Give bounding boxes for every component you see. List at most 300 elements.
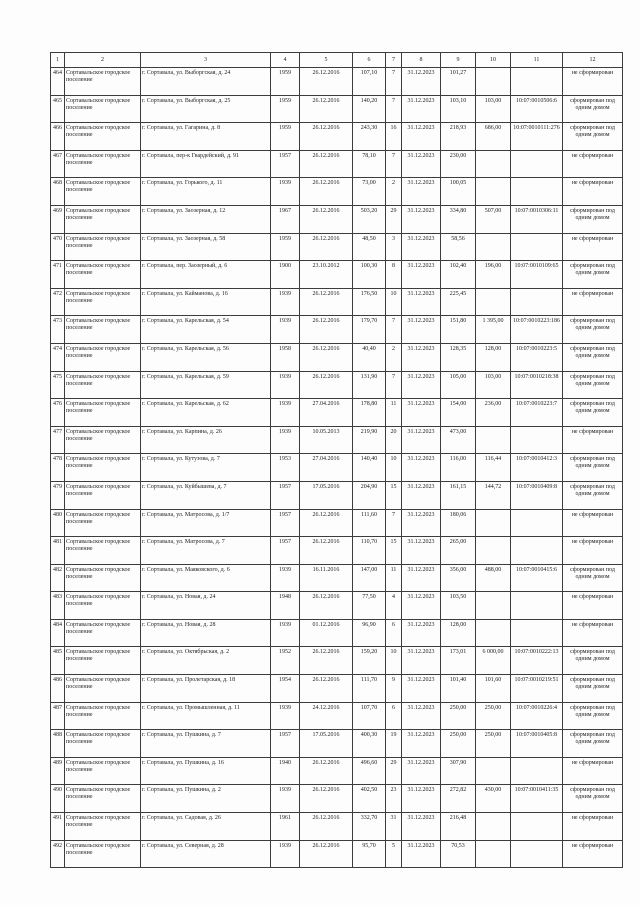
plot-area-cell [476,233,511,261]
count-cell: 6 [386,702,402,730]
status-cell: не сформирован [563,68,623,96]
year-cell: 1939 [271,840,300,868]
status-cell: сформирован под одним домом [563,123,623,151]
table-row [51,95,623,123]
date-cell: 10.05.2013 [300,426,353,454]
year-cell: 1957 [271,537,300,565]
municipality-cell: Сортавальское городское поселение [65,261,141,289]
cadastral-number-cell: 10:07:0010111:276 [511,123,563,151]
date-cell: 27.04.2016 [300,399,353,427]
count-cell: 6 [386,619,402,647]
plot-area-cell [476,509,511,537]
count-cell: 15 [386,537,402,565]
value-cell: 105,00 [441,371,476,399]
cadastral-number-cell: 10:07:0010219:51 [511,675,563,703]
date-cell: 26.12.2016 [300,537,353,565]
area-cell: 400,30 [353,730,386,758]
column-number-header: 3 [141,53,271,68]
count-cell: 16 [386,123,402,151]
status-cell: не сформирован [563,757,623,785]
table-row [51,647,623,675]
area-cell: 179,70 [353,316,386,344]
address-cell: г. Сортавала, ул. Октябрьская, д. 2 [141,647,271,675]
year-cell: 1939 [271,316,300,344]
status-cell: сформирован под одним домом [563,261,623,289]
cadastral-number-cell: 10:07:0010412:3 [511,454,563,482]
area-cell: 496,60 [353,757,386,785]
planned-date-cell: 31.12.2023 [402,675,441,703]
year-cell: 1957 [271,150,300,178]
table-row [51,481,623,509]
count-cell: 29 [386,205,402,233]
date-cell: 26.12.2016 [300,675,353,703]
year-cell: 1939 [271,785,300,813]
plot-area-cell: 101,60 [476,675,511,703]
value-cell: 128,00 [441,619,476,647]
date-cell: 23.10.2012 [300,261,353,289]
column-number-row [51,53,623,68]
count-cell: 2 [386,343,402,371]
cadastral-number-cell: 10:07:0010222:13 [511,647,563,675]
municipality-cell: Сортавальское городское поселение [65,730,141,758]
date-cell: 26.12.2016 [300,757,353,785]
year-cell: 1957 [271,509,300,537]
plot-area-cell [476,813,511,841]
cadastral-number-cell [511,426,563,454]
status-cell: не сформирован [563,619,623,647]
row-number-cell: 467 [51,150,65,178]
column-number-header: 7 [386,53,402,68]
municipality-cell: Сортавальское городское поселение [65,785,141,813]
address-cell: г. Сортавала, ул. Матросова, д. 1/7 [141,509,271,537]
date-cell: 01.12.2016 [300,619,353,647]
plot-area-cell: 686,00 [476,123,511,151]
value-cell: 103,50 [441,592,476,620]
row-number-cell: 492 [51,840,65,868]
row-number-cell: 477 [51,426,65,454]
date-cell: 26.12.2016 [300,95,353,123]
municipality-cell: Сортавальское городское поселение [65,426,141,454]
value-cell: 128,35 [441,343,476,371]
value-cell: 265,00 [441,537,476,565]
year-cell: 1967 [271,205,300,233]
housing-table [50,52,623,868]
planned-date-cell: 31.12.2023 [402,233,441,261]
address-cell: г. Сортавала, ул. Пролетарская, д. 18 [141,675,271,703]
status-cell: не сформирован [563,592,623,620]
value-cell: 307,90 [441,757,476,785]
count-cell: 23 [386,785,402,813]
planned-date-cell: 31.12.2023 [402,123,441,151]
row-number-cell: 470 [51,233,65,261]
cadastral-number-cell: 10:07:0010506:6 [511,95,563,123]
row-number-cell: 487 [51,702,65,730]
status-cell: сформирован под одним домом [563,647,623,675]
count-cell: 7 [386,68,402,96]
plot-area-cell: 488,00 [476,564,511,592]
address-cell: г. Сортавала, ул. Северная, д. 28 [141,840,271,868]
value-cell: 218,93 [441,123,476,151]
table-row [51,454,623,482]
count-cell: 11 [386,564,402,592]
planned-date-cell: 31.12.2023 [402,288,441,316]
count-cell: 15 [386,481,402,509]
date-cell: 26.12.2016 [300,647,353,675]
area-cell: 140,20 [353,95,386,123]
plot-area-cell [476,757,511,785]
planned-date-cell: 31.12.2023 [402,702,441,730]
status-cell: сформирован под одним домом [563,675,623,703]
status-cell: не сформирован [563,288,623,316]
cadastral-number-cell [511,178,563,206]
table-row [51,150,623,178]
year-cell: 1939 [271,178,300,206]
planned-date-cell: 31.12.2023 [402,757,441,785]
count-cell: 5 [386,840,402,868]
value-cell: 216,48 [441,813,476,841]
address-cell: г. Сортавала, ул. Садовая, д. 26 [141,813,271,841]
area-cell: 204,90 [353,481,386,509]
column-number-header: 10 [476,53,511,68]
table-row [51,702,623,730]
table-row [51,261,623,289]
count-cell: 10 [386,288,402,316]
area-cell: 178,80 [353,399,386,427]
date-cell: 26.12.2016 [300,178,353,206]
planned-date-cell: 31.12.2023 [402,564,441,592]
planned-date-cell: 31.12.2023 [402,205,441,233]
planned-date-cell: 31.12.2023 [402,316,441,344]
area-cell: 110,70 [353,537,386,565]
planned-date-cell: 31.12.2023 [402,537,441,565]
column-number-header: 1 [51,53,65,68]
row-number-cell: 486 [51,675,65,703]
value-cell: 70,53 [441,840,476,868]
cadastral-number-cell: 10:07:0010411:35 [511,785,563,813]
address-cell: г. Сортавала, ул. Пушкина, д. 2 [141,785,271,813]
plot-area-cell [476,178,511,206]
date-cell: 26.12.2016 [300,343,353,371]
planned-date-cell: 31.12.2023 [402,454,441,482]
address-cell: г. Сортавала, ул. Новая, д. 24 [141,592,271,620]
municipality-cell: Сортавальское городское поселение [65,399,141,427]
municipality-cell: Сортавальское городское поселение [65,757,141,785]
area-cell: 219,90 [353,426,386,454]
value-cell: 230,00 [441,150,476,178]
planned-date-cell: 31.12.2023 [402,178,441,206]
table-row [51,564,623,592]
column-number-header: 6 [353,53,386,68]
cadastral-number-cell: 10:07:0010415:6 [511,564,563,592]
cadastral-number-cell [511,288,563,316]
status-cell: сформирован под одним домом [563,343,623,371]
planned-date-cell: 31.12.2023 [402,785,441,813]
plot-area-cell: 128,00 [476,343,511,371]
date-cell: 26.12.2016 [300,813,353,841]
plot-area-cell [476,426,511,454]
plot-area-cell: 196,00 [476,261,511,289]
cadastral-number-cell: 10:07:0010306:11 [511,205,563,233]
planned-date-cell: 31.12.2023 [402,150,441,178]
year-cell: 1939 [271,371,300,399]
area-cell: 96,90 [353,619,386,647]
address-cell: г. Сортавала, ул. Карельская, д. 62 [141,399,271,427]
area-cell: 95,70 [353,840,386,868]
row-number-cell: 478 [51,454,65,482]
date-cell: 26.12.2016 [300,233,353,261]
municipality-cell: Сортавальское городское поселение [65,371,141,399]
cadastral-number-cell [511,592,563,620]
address-cell: г. Сортавала, ул. Матросова, д. 7 [141,537,271,565]
municipality-cell: Сортавальское городское поселение [65,316,141,344]
municipality-cell: Сортавальское городское поселение [65,840,141,868]
value-cell: 116,00 [441,454,476,482]
planned-date-cell: 31.12.2023 [402,343,441,371]
table-row [51,205,623,233]
address-cell: г. Сортавала, ул. Заозерная, д. 12 [141,205,271,233]
plot-area-cell: 103,00 [476,95,511,123]
planned-date-cell: 31.12.2023 [402,95,441,123]
row-number-cell: 480 [51,509,65,537]
table-row [51,592,623,620]
address-cell: г. Сортавала, ул. Гагарина, д. 8 [141,123,271,151]
count-cell: 20 [386,426,402,454]
table-row [51,68,623,96]
row-number-cell: 476 [51,399,65,427]
status-cell: не сформирован [563,233,623,261]
address-cell: г. Сортавала, ул. Карельская, д. 59 [141,371,271,399]
table-row [51,675,623,703]
address-cell: г. Сортавала, ул. Горького, д. 11 [141,178,271,206]
year-cell: 1961 [271,813,300,841]
status-cell: не сформирован [563,426,623,454]
count-cell: 7 [386,150,402,178]
area-cell: 48,50 [353,233,386,261]
status-cell: сформирован под одним домом [563,205,623,233]
address-cell: г. Сортавала, пер. Заозерный, д. 6 [141,261,271,289]
value-cell: 180,06 [441,509,476,537]
year-cell: 1959 [271,68,300,96]
date-cell: 24.12.2016 [300,702,353,730]
status-cell: сформирован под одним домом [563,481,623,509]
year-cell: 1939 [271,564,300,592]
count-cell: 2 [386,178,402,206]
planned-date-cell: 31.12.2023 [402,813,441,841]
address-cell: г. Сортавала, ул. Выборгская, д. 25 [141,95,271,123]
plot-area-cell [476,537,511,565]
table-row [51,288,623,316]
status-cell: не сформирован [563,537,623,565]
plot-area-cell: 6 000,00 [476,647,511,675]
planned-date-cell: 31.12.2023 [402,481,441,509]
row-number-cell: 484 [51,619,65,647]
area-cell: 111,60 [353,509,386,537]
municipality-cell: Сортавальское городское поселение [65,454,141,482]
area-cell: 131,90 [353,371,386,399]
row-number-cell: 464 [51,68,65,96]
cadastral-number-cell [511,509,563,537]
status-cell: не сформирован [563,840,623,868]
plot-area-cell: 1 395,00 [476,316,511,344]
date-cell: 16.11.2016 [300,564,353,592]
municipality-cell: Сортавальское городское поселение [65,150,141,178]
cadastral-number-cell [511,757,563,785]
column-number-header: 11 [511,53,563,68]
status-cell: сформирован под одним домом [563,399,623,427]
count-cell: 8 [386,261,402,289]
table-row [51,343,623,371]
value-cell: 58,56 [441,233,476,261]
area-cell: 40,40 [353,343,386,371]
table-row [51,813,623,841]
area-cell: 503,20 [353,205,386,233]
plot-area-cell: 103,00 [476,371,511,399]
area-cell: 159,20 [353,647,386,675]
cadastral-number-cell [511,840,563,868]
area-cell: 78,10 [353,150,386,178]
year-cell: 1939 [271,288,300,316]
table-row [51,537,623,565]
cadastral-number-cell [511,150,563,178]
value-cell: 173,01 [441,647,476,675]
area-cell: 243,30 [353,123,386,151]
status-cell: сформирован под одним домом [563,454,623,482]
planned-date-cell: 31.12.2023 [402,619,441,647]
address-cell: г. Сортавала, ул. Пушкина, д. 7 [141,730,271,758]
planned-date-cell: 31.12.2023 [402,399,441,427]
table-row [51,178,623,206]
municipality-cell: Сортавальское городское поселение [65,813,141,841]
value-cell: 161,15 [441,481,476,509]
municipality-cell: Сортавальское городское поселение [65,537,141,565]
table-body [51,53,623,868]
status-cell: не сформирован [563,178,623,206]
plot-area-cell: 250,00 [476,702,511,730]
date-cell: 17.05.2016 [300,481,353,509]
cadastral-number-cell [511,619,563,647]
count-cell: 7 [386,95,402,123]
planned-date-cell: 31.12.2023 [402,68,441,96]
municipality-cell: Сортавальское городское поселение [65,481,141,509]
municipality-cell: Сортавальское городское поселение [65,702,141,730]
cadastral-number-cell: 10:07:0010223:5 [511,343,563,371]
year-cell: 1952 [271,647,300,675]
row-number-cell: 490 [51,785,65,813]
address-cell: г. Сортавала, ул. Кутузова, д. 7 [141,454,271,482]
planned-date-cell: 31.12.2023 [402,371,441,399]
count-cell: 7 [386,509,402,537]
cadastral-number-cell: 10:07:0010109:65 [511,261,563,289]
row-number-cell: 473 [51,316,65,344]
plot-area-cell: 430,00 [476,785,511,813]
row-number-cell: 481 [51,537,65,565]
address-cell: г. Сортавала, ул. Новая, д. 28 [141,619,271,647]
date-cell: 26.12.2016 [300,123,353,151]
year-cell: 1959 [271,123,300,151]
cadastral-number-cell: 10:07:0010218:38 [511,371,563,399]
status-cell: не сформирован [563,509,623,537]
cadastral-number-cell [511,68,563,96]
municipality-cell: Сортавальское городское поселение [65,178,141,206]
planned-date-cell: 31.12.2023 [402,261,441,289]
table-row [51,730,623,758]
planned-date-cell: 31.12.2023 [402,647,441,675]
value-cell: 103,10 [441,95,476,123]
municipality-cell: Сортавальское городское поселение [65,95,141,123]
count-cell: 19 [386,730,402,758]
column-number-header: 12 [563,53,623,68]
cadastral-number-cell: 10:07:0010409:8 [511,481,563,509]
date-cell: 26.12.2016 [300,316,353,344]
value-cell: 102,40 [441,261,476,289]
municipality-cell: Сортавальское городское поселение [65,233,141,261]
count-cell: 11 [386,399,402,427]
municipality-cell: Сортавальское городское поселение [65,123,141,151]
date-cell: 26.12.2016 [300,68,353,96]
value-cell: 100,05 [441,178,476,206]
status-cell: сформирован под одним домом [563,316,623,344]
plot-area-cell [476,592,511,620]
cadastral-number-cell: 10:07:0010223:7 [511,399,563,427]
column-number-header: 4 [271,53,300,68]
planned-date-cell: 31.12.2023 [402,840,441,868]
column-number-header: 5 [300,53,353,68]
date-cell: 26.12.2016 [300,509,353,537]
status-cell: сформирован под одним домом [563,564,623,592]
year-cell: 1957 [271,481,300,509]
table-row [51,785,623,813]
table-row [51,619,623,647]
year-cell: 1939 [271,399,300,427]
table-row [51,399,623,427]
year-cell: 1939 [271,426,300,454]
year-cell: 1939 [271,702,300,730]
row-number-cell: 475 [51,371,65,399]
value-cell: 151,80 [441,316,476,344]
planned-date-cell: 31.12.2023 [402,730,441,758]
row-number-cell: 466 [51,123,65,151]
area-cell: 73,00 [353,178,386,206]
area-cell: 77,50 [353,592,386,620]
row-number-cell: 479 [51,481,65,509]
date-cell: 26.12.2016 [300,150,353,178]
planned-date-cell: 31.12.2023 [402,592,441,620]
municipality-cell: Сортавальское городское поселение [65,647,141,675]
address-cell: г. Сортавала, пер-к Гвардейский, д. 91 [141,150,271,178]
municipality-cell: Сортавальское городское поселение [65,564,141,592]
column-number-header: 9 [441,53,476,68]
value-cell: 334,80 [441,205,476,233]
row-number-cell: 491 [51,813,65,841]
status-cell: сформирован под одним домом [563,95,623,123]
table-row [51,509,623,537]
area-cell: 332,70 [353,813,386,841]
address-cell: г. Сортавала, ул. Кайманова, д. 16 [141,288,271,316]
municipality-cell: Сортавальское городское поселение [65,205,141,233]
cadastral-number-cell [511,537,563,565]
planned-date-cell: 31.12.2023 [402,509,441,537]
value-cell: 356,00 [441,564,476,592]
date-cell: 26.12.2016 [300,371,353,399]
table-row [51,371,623,399]
date-cell: 27.04.2016 [300,454,353,482]
area-cell: 176,50 [353,288,386,316]
status-cell: сформирован под одним домом [563,730,623,758]
plot-area-cell: 116,44 [476,454,511,482]
row-number-cell: 485 [51,647,65,675]
year-cell: 1953 [271,454,300,482]
year-cell: 1939 [271,619,300,647]
